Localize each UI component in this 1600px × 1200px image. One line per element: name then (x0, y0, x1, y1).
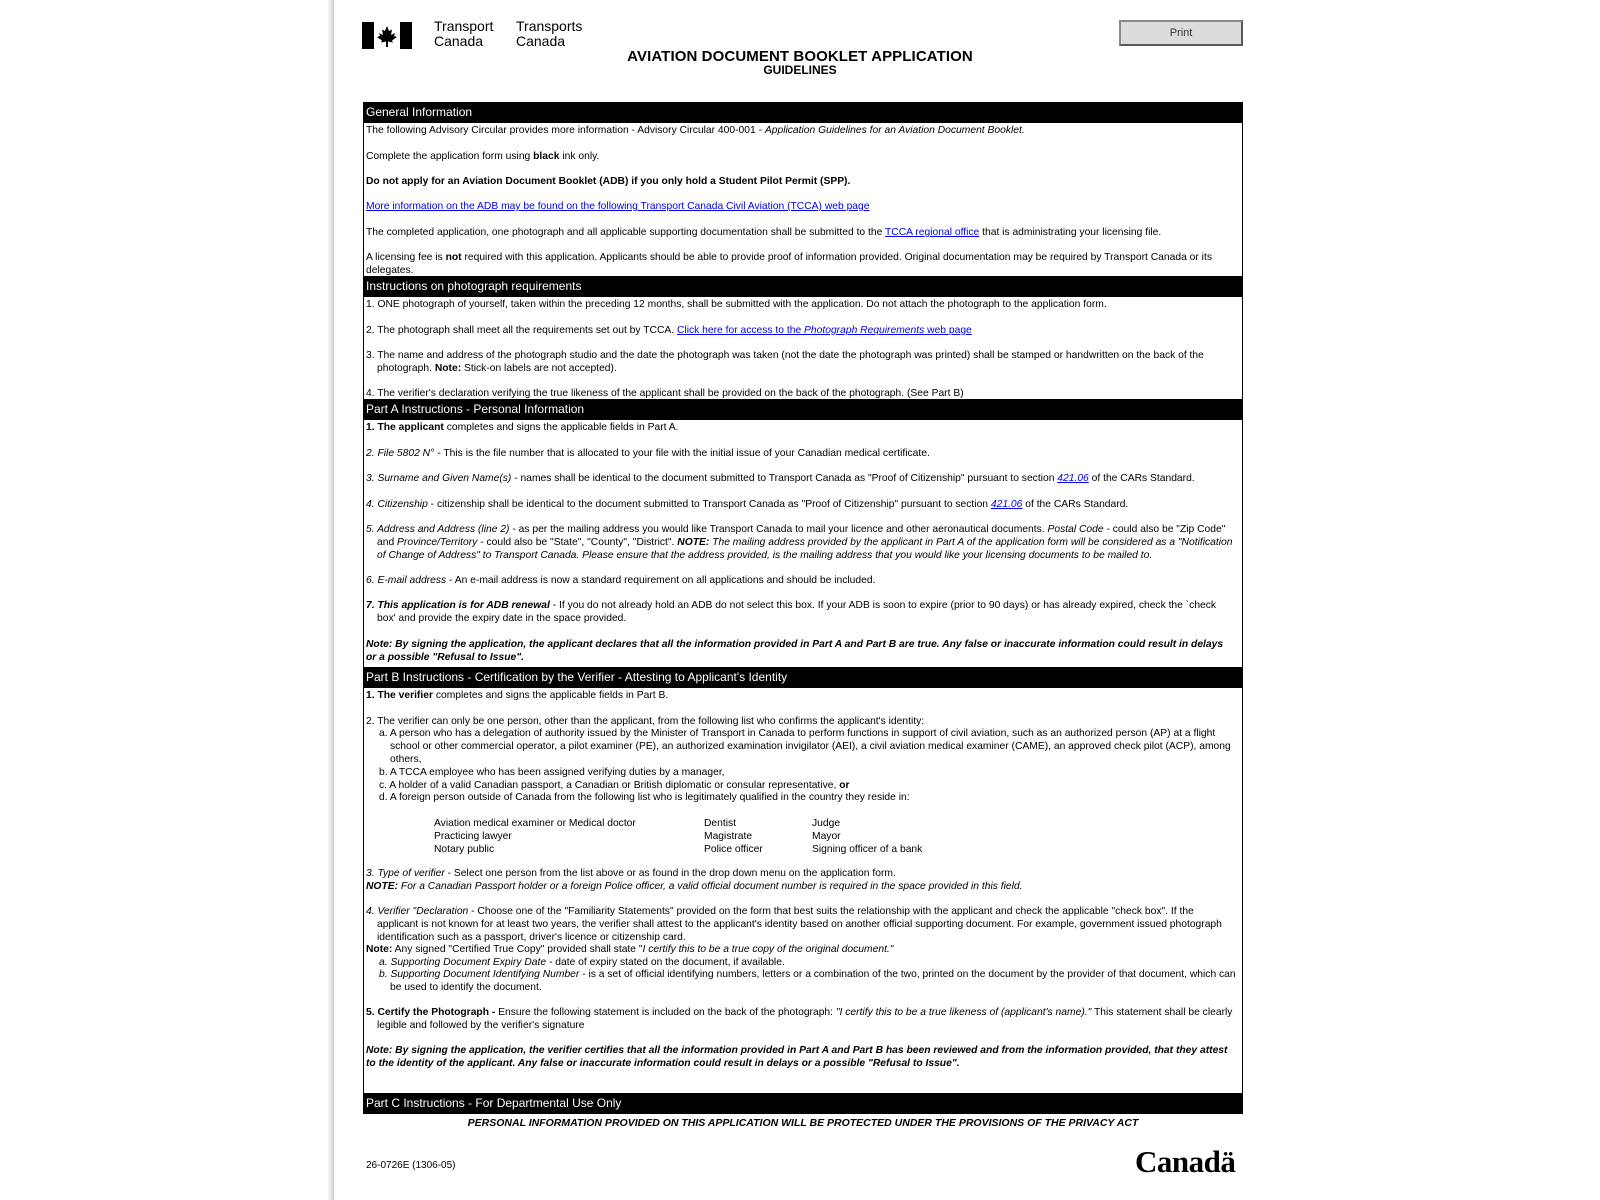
part-b-item-4a: a. Supporting Document Expiry Date - date of expiry stated on the document, if available. (379, 957, 785, 968)
part-a-item-2: 2. File 5802 N° - This is the file number that is allocated to your file with the initial issue of your Canadian medical certificate. (366, 448, 930, 459)
part-b-note: Note: By signing the application, the verifier certifies that all the information provided in Part A and Part B has been reviewed and from the information provided, that they attest to the identity of the applicant. Any false or inaccurate information could result in delays or a possible "Refusal to Issue". (366, 1045, 1228, 1069)
canada-flag-icon (362, 22, 412, 49)
privacy-statement: PERSONAL INFORMATION PROVIDED ON THIS APPLICATION WILL BE PROTECTED UNDER THE PROVISIONS OF THE PRIVACY ACT (467, 1117, 1139, 1129)
department-name-english: Transport Canada (434, 18, 494, 49)
verifier-option: Police officer (704, 844, 763, 855)
print-button[interactable]: Print (1119, 20, 1243, 46)
verifier-list-column-2 (704, 817, 763, 856)
cars-421-06-link[interactable]: 421.06 (990, 499, 1023, 510)
verifier-option: Magistrate (704, 831, 753, 842)
part-b-item-2: 2. The verifier can only be one person, other than the applicant, from the following list who confirms the applicant's identity: (366, 716, 925, 727)
document-page (340, 0, 1275, 1200)
tcca-regional-office-link[interactable]: TCCA regional office (885, 227, 980, 238)
verifier-option: Practicing lawyer (434, 831, 512, 842)
general-ink-instruction: Complete the application form using black ink only. (366, 151, 600, 162)
section-heading-photo: Instructions on photograph requirements (363, 276, 1243, 297)
verifier-option: Signing officer of a bank (812, 844, 923, 855)
photo-item-1: 1. ONE photograph of yourself, taken within the preceding 12 months, shall be submitted with the application. Do not attach the photograph to the application form. (366, 299, 1107, 310)
department-name-french: Transports Canada (516, 18, 583, 49)
part-b-item-4b: b. Supporting Document Identifying Number - is a set of official identifying numbers, letters or a combination of the two, printed on the document by the provider of that document, which can be used to identify the document. (379, 969, 1236, 993)
verifier-list-column-3 (812, 817, 922, 856)
document-title: AVIATION DOCUMENT BOOKLET APPLICATION (627, 48, 973, 65)
part-b-item-2b: b. A TCCA employee who has been assigned verifying duties by a manager, (379, 767, 725, 778)
part-b-item-4: 4. Verifier "Declaration - Choose one of the "Familiarity Statements" provided on the form that best suits the relationship with the applicant and check the applicable "check box". If the applicant is not known for at least two years, the verifier shall attest to the applicant's identity based on another official supporting document. For example, government issued photograph identification such as a passport, driver's licence or citizenship card. (366, 906, 1222, 943)
part-b-item-2d: d. A foreign person outside of Canada from the following list who is legitimately qualified in the country they reside in: (379, 792, 910, 803)
document-subtitle: GUIDELINES (763, 63, 837, 77)
part-a-item-3: 3. Surname and Given Name(s) - names shall be identical to the document submitted to Transport Canada as "Proof of Citizenship" pursuant to section 421.06 of the CARs Standard. (366, 473, 1195, 484)
general-fee: A licensing fee is not required with this application. Applicants should be able to provide proof of information provided. Original documentation may be required by Transport Canada or its delegates. (366, 252, 1212, 276)
part-b-item-4-note: Note: Any signed "Certified True Copy" provided shall state "I certify this to be a true copy of the original document." (366, 944, 894, 955)
part-b-item-3-note: NOTE: For a Canadian Passport holder or a foreign Police officer, a valid official document number is required in the space provided in this field. (366, 881, 1023, 892)
section-heading-general: General Information (363, 102, 1243, 123)
verifier-list-column-1 (434, 817, 636, 856)
part-b-item-2a: a. A person who has a delegation of authority issued by the Minister of Transport in Canada to perform functions in support of civil aviation, such as an authorized person (AP) at a flight school or other commercial operator, a pilot examiner (PE), an authorized examination invigilator (AEI), a civil aviation medical examiner (CAME), an approved check pilot (ACP), among others, (379, 728, 1231, 765)
part-a-note: Note: By signing the application, the applicant declares that all the information provided in Part A and Part B are true. Any false or inaccurate information could result in delays or a possible "Refusal to Issue". (366, 639, 1224, 663)
section-heading-part-c: Part C Instructions - For Departmental Use Only (363, 1093, 1243, 1114)
adb-info-link[interactable]: More information on the ADB may be found on the following Transport Canada Civil Aviation (TCCA) web page (366, 201, 870, 212)
photo-item-3: 3. The name and address of the photograph studio and the date the photograph was taken (not the date the photograph was printed) shall be stamped or handwritten on the back of the photograph. Note: Stick-on labels are not accepted). (366, 350, 1204, 374)
photo-requirements-link[interactable]: Click here for access to the Photograph Requirements web page (676, 325, 972, 336)
cars-421-06-link[interactable]: 421.06 (1057, 473, 1089, 484)
verifier-option: Mayor (812, 831, 841, 842)
verifier-option: Notary public (434, 844, 495, 855)
part-b-item-3: 3. Type of verifier - Select one person from the list above or as found in the drop down menu on the application form. (366, 868, 896, 879)
photo-item-4: 4. The verifier's declaration verifying the true likeness of the applicant shall be provided on the back of the photograph. (See Part B) (366, 388, 964, 399)
part-a-item-7: 7. This application is for ADB renewal - If you do not already hold an ADB do not select this box. If your ADB is soon to expire (prior to 90 days) or has already expired, check the `check box' and provide the expiry date in the space provided. (366, 600, 1217, 624)
general-submission: The completed application, one photograph and all applicable supporting documentation shall be submitted to the TCCA regional office that is administrating your licensing file. (366, 227, 1162, 238)
photo-item-2: 2. The photograph shall meet all the requirements set out by TCCA. Click here for access to the Photograph Requirements web page (366, 325, 972, 336)
canada-wordmark-logo: Canadä (1135, 1144, 1236, 1179)
guidelines-frame (363, 102, 1243, 1114)
section-heading-part-a: Part A Instructions - Personal Information (363, 399, 1243, 420)
viewer-left-margin (0, 0, 334, 1200)
part-b-item-1: 1. The verifier completes and signs the applicable fields in Part B. (366, 690, 669, 701)
part-b-item-2c: c. A holder of a valid Canadian passport, a Canadian or British diplomatic or consular representative, or (379, 780, 850, 791)
general-spp-warning: Do not apply for an Aviation Document Booklet (ADB) if you only hold a Student Pilot Permit (SPP). (366, 176, 851, 187)
part-a-item-5: 5. Address and Address (line 2) - as per the mailing address you would like Transport Canada to mail your licence and other aeronautical documents. Postal Code - could also be "Zip Code" and Province/Territory - could also be "State", "County", "District". NOTE: The mailing address provided by the applicant in Part A of the application form will be considered as a "Notification of Change of Address" to Transport Canada. Please ensure that the address provided, is the mailing address that you would like your licensing documents to be mailed to. (366, 524, 1233, 561)
verifier-option: Aviation medical examiner or Medical doctor (434, 818, 636, 829)
verifier-option: Judge (812, 818, 841, 829)
part-a-item-1: 1. The applicant completes and signs the applicable fields in Part A. (366, 422, 679, 433)
part-a-item-6: 6. E-mail address - An e-mail address is now a standard requirement on all applications and should be included. (366, 575, 876, 586)
verifier-option: Dentist (704, 818, 737, 829)
part-b-item-5: 5. Certify the Photograph - Ensure the following statement is included on the back of the photograph: "I certify this to be a true likeness of (applicant's name)." This statement shall be clearly legible and followed by the verifier's signature (366, 1007, 1233, 1031)
general-advisory-circular: The following Advisory Circular provides more information - Advisory Circular 400-001 - Application Guidelines for an Aviation Document Booklet. (366, 125, 1025, 136)
form-number: 26-0726E (1306-05) (366, 1160, 456, 1171)
section-heading-part-b: Part B Instructions - Certification by the Verifier - Attesting to Applicant's Identity (363, 667, 1243, 688)
part-a-item-4: 4. Citizenship - citizenship shall be identical to the document submitted to Transport Canada as "Proof of Citizenship" pursuant to section 421.06 of the CARs Standard. (366, 499, 1129, 510)
general-web-page-paragraph (366, 201, 1236, 214)
